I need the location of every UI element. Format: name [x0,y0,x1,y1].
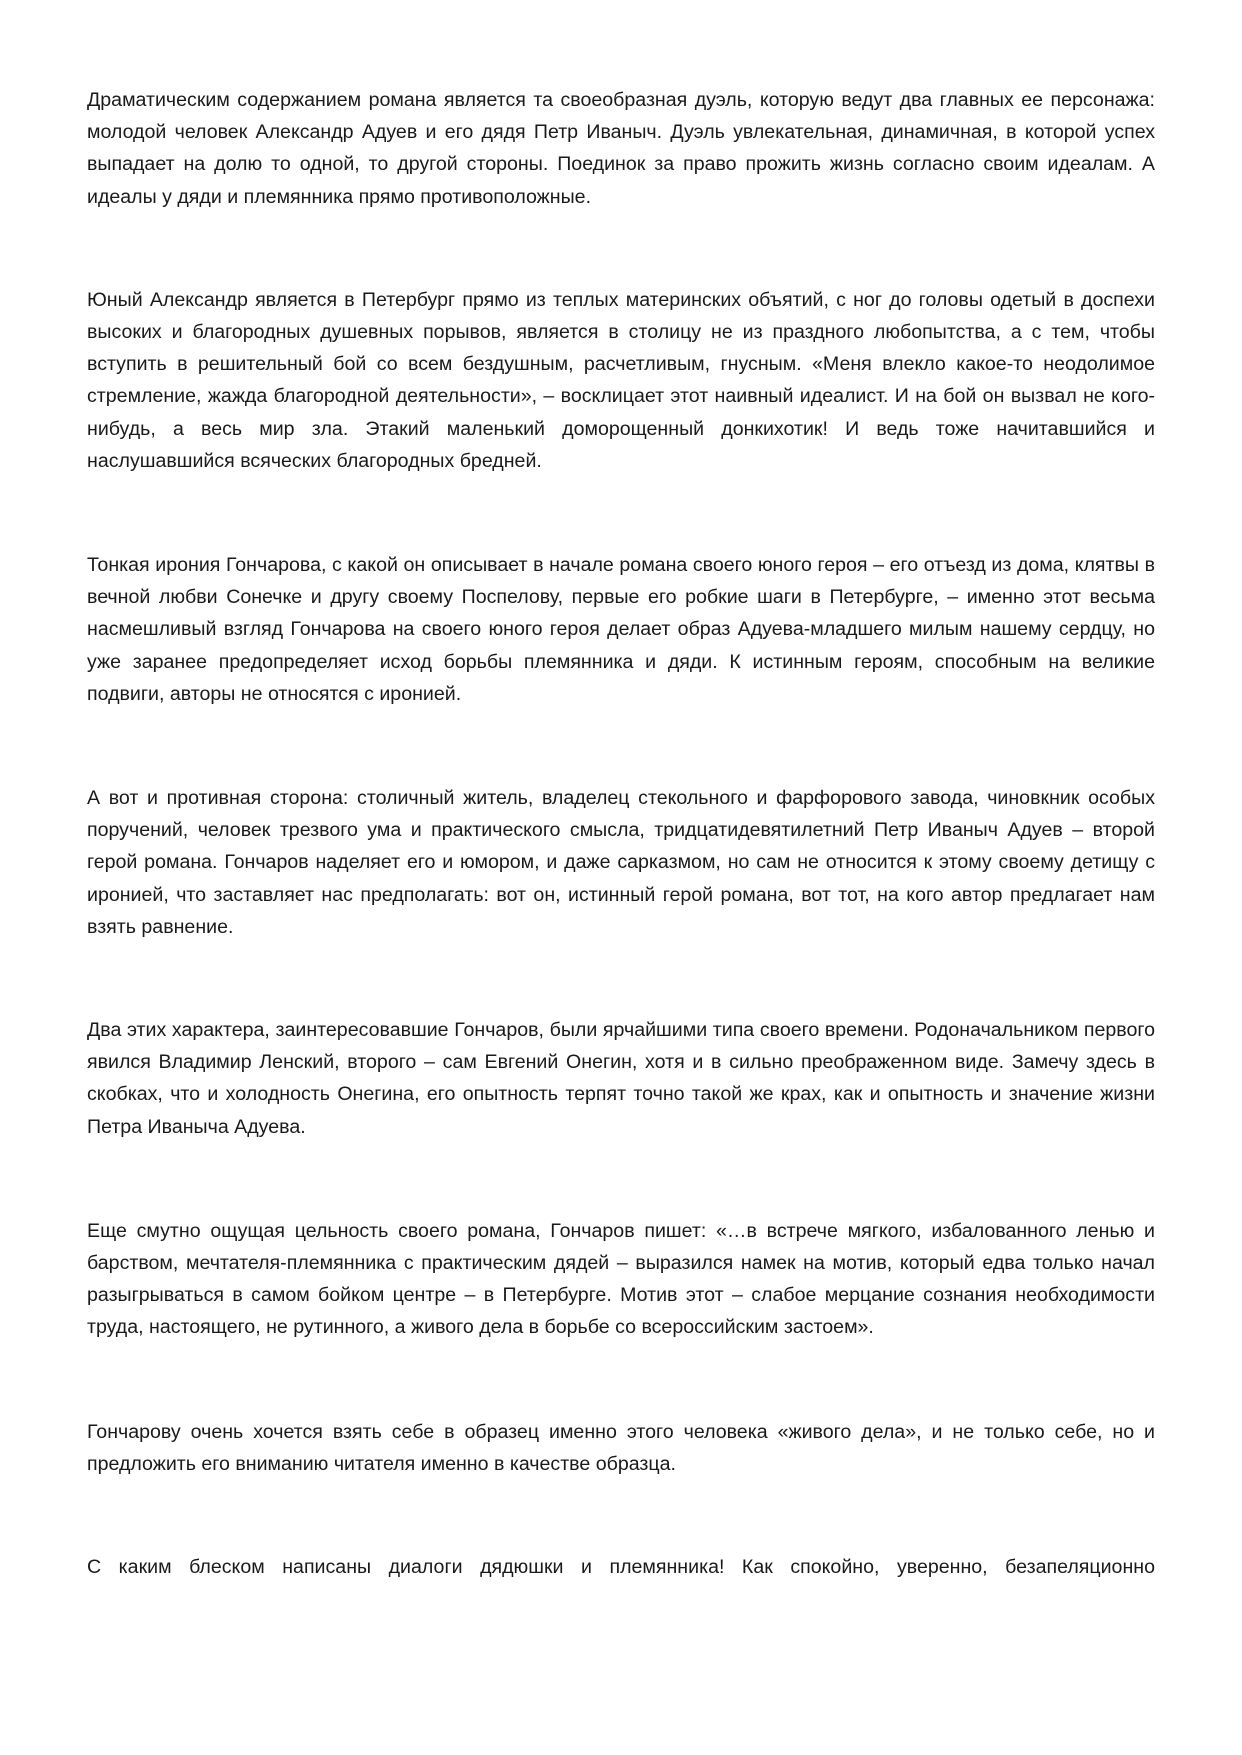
paragraph-5: Два этих характера, заинтересовавшие Гончаров, были ярчайшими типа своего времени. Родоначальником первого явился Владимир Ленский, второго – сам Евгений Онегин, хотя и в сильно преображенном виде. Замечу здесь в скобках, что и холодность Онегина, его опытность терпят точно такой же крах, как и опытность и значение жизни Петра Иваныча Адуева. [87,1019,1155,1138]
paragraph-6: Еще смутно ощущая цельность своего романа, Гончаров пишет: «…в встрече мягкого, избалованного ленью и барством, мечтателя-племянника с практическим дядей – выразился намек на мотив, который едва только начал разыгрываться в самом бойком центре – в Петербурге. Мотив этот – слабое мерцание сознания необходимости труда, настоящего, не рутинного, а живого дела в борьбе со всероссийским застоем». [87,1219,1155,1339]
document-page [87,84,1155,1583]
paragraph-2: Юный Александр является в Петербург прямо из теплых материнских объятий, с ног до головы одетый в доспехи высоких и благородных душевных порывов, является в столицу не из праздного любопытства, а с тем, чтобы вступить в решительный бой со всем бездушным, расчетливым, гнусным. «Меня влекло какое-то неодолимое стремление, жажда благородной деятельности», – восклицает этот наивный идеалист. И на бой он вызвал не кого-нибудь, а весь мир зла. Этакий маленький доморощенный донкихотик! И ведь тоже начитавшийся и наслушавшийся всяческих благородных бредней. [87,288,1155,472]
paragraph-1: Драматическим содержанием романа является та своеобразная дуэль, которую ведут два главных ее персонажа: молодой человек Александр Адуев и его дядя Петр Иваныч. Дуэль увлекательная, динамичная, в которой успех выпадает на долю то одной, то другой стороны. Поединок за право прожить жизнь согласно своим идеалам. А идеалы у дяди и племянника прямо противоположные. [87,89,1155,208]
paragraph-8: С каким блеском написаны диалоги дядюшки и племянника! Как спокойно, уверенно, безапеляционно [87,1556,1155,1579]
paragraph-3: Тонкая ирония Гончарова, с какой он описывает в начале романа своего юного героя – его отъезд из дома, клятвы в вечной любви Сонечке и другу своему Поспелову, первые его робкие шаги в Петербурге, – именно этот весьма насмешливый взгляд Гончарова на своего юного героя делает образ Адуева-младшего милым нашему сердцу, но уже заранее предопределяет исход борьбы племянника и дяди. К истинным героям, способным на великие подвиги, авторы не относятся с иронией. [87,554,1155,705]
paragraph-7: Гончарову очень хочется взять себе в образец именно этого человека «живого дела», и не только себе, но и предложить его вниманию читателя именно в качестве образца. [87,1420,1155,1475]
paragraph-4: А вот и противная сторона: столичный житель, владелец стекольного и фарфорового завода, чиновкник особых поручений, человек трезвого ума и практического смысла, тридцатидевятилетний Петр Иваныч Адуев – второй герой романа. Гончаров наделяет его и юмором, и даже сарказмом, но сам не относится к этому своему детищу с иронией, что заставляет нас предполагать: вот он, истинный герой романа, вот тот, на кого автор предлагает нам взять равнение. [87,787,1155,938]
